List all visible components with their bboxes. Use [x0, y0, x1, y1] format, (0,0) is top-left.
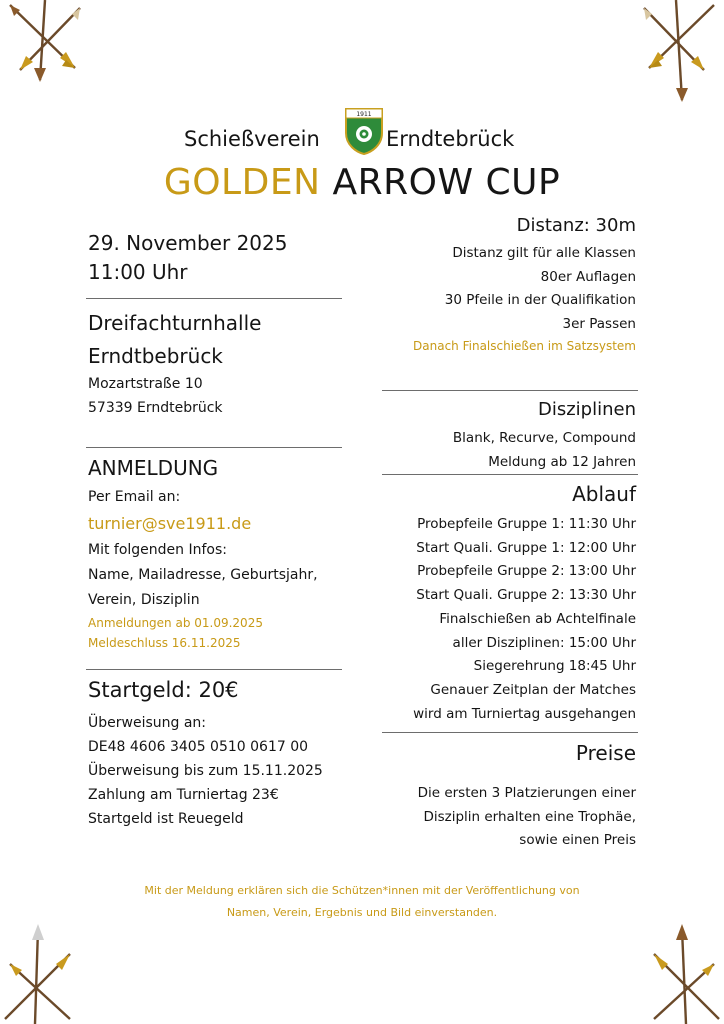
registration-info-line2: Verein, Disziplin — [88, 592, 200, 608]
schedule-line: Siegerehrung 18:45 Uhr — [473, 658, 636, 675]
distance-line: 80er Auflagen — [540, 268, 636, 285]
title-arrow-cup: ARROW CUP — [332, 162, 561, 203]
divider — [86, 447, 342, 448]
title-golden: GOLDEN — [163, 162, 321, 203]
registration-heading: ANMELDUNG — [88, 456, 219, 480]
divider — [86, 669, 342, 670]
club-crest-icon — [344, 107, 384, 155]
distance-block — [413, 242, 636, 356]
fee-iban: DE48 4606 3405 0510 0617 00 — [88, 739, 309, 755]
crossed-arrows-icon-bottom-right — [614, 914, 724, 1024]
registration-info-line1: Name, Mailadresse, Geburtsjahr, — [88, 567, 318, 583]
event-time: 11:00 Uhr — [88, 260, 188, 284]
schedule-line: Probepfeile Gruppe 2: 13:00 Uhr — [417, 563, 636, 580]
distance-line: 30 Pfeile in der Qualifikation — [444, 292, 636, 308]
divider — [86, 298, 342, 299]
venue-address — [88, 372, 223, 420]
distance-line: 3er Passen — [562, 315, 636, 332]
schedule-line: wird am Turniertag ausgehangen — [413, 705, 636, 722]
venue-block — [88, 307, 261, 373]
fee-transfer-label: Überweisung an: — [88, 715, 207, 731]
prizes-line: Disziplin erhalten eine Trophäe, — [423, 808, 636, 825]
club-name-right: Erndtebrück — [386, 127, 515, 151]
disciplines-line: Blank, Recurve, Compound — [452, 430, 636, 446]
registration-info-intro: Mit folgenden Infos: — [88, 542, 227, 558]
consent-line2: Namen, Verein, Ergebnis und Bild einverstanden. — [226, 906, 498, 919]
schedule-line: Probepfeile Gruppe 1: 11:30 Uhr — [417, 516, 636, 532]
schedule-line: Finalschießen ab Achtelfinale — [439, 610, 636, 627]
fee-forfeit: Startgeld ist Reuegeld — [88, 811, 244, 827]
distance-heading: Distanz: 30m — [516, 215, 636, 236]
divider — [382, 474, 638, 475]
registration-deadline: Meldeschluss 16.11.2025 — [88, 636, 241, 650]
disciplines-block — [453, 427, 636, 474]
divider — [382, 732, 638, 733]
crossed-arrows-icon-bottom-left — [0, 914, 110, 1024]
registration-block — [88, 485, 318, 653]
registration-via: Per Email an: — [88, 489, 181, 505]
schedule-line: Start Quali. Gruppe 1: 12:00 Uhr — [416, 539, 636, 556]
event-title — [0, 162, 724, 203]
fee-day-payment: Zahlung am Turniertag 23€ — [88, 787, 279, 803]
crest-year: 1911 — [356, 111, 372, 118]
schedule-block — [413, 513, 636, 726]
event-date: 29. November 2025 — [88, 231, 288, 255]
distance-note: Danach Finalschießen im Satzsystem — [413, 339, 636, 353]
fee-block — [88, 711, 323, 831]
schedule-line: Genauer Zeitplan der Matches — [430, 681, 636, 698]
prizes-heading: Preise — [575, 741, 636, 765]
consent-line1: Mit der Meldung erklären sich die Schützen*innen mit der Veröffentlichung von — [144, 884, 580, 897]
prizes-block — [418, 782, 636, 853]
schedule-heading: Ablauf — [572, 482, 636, 506]
distance-line: Distanz gilt für alle Klassen — [452, 245, 636, 261]
address-street: Mozartstraße 10 — [88, 376, 203, 392]
club-name-left: Schießverein — [184, 127, 320, 151]
crossed-arrows-icon-top-left — [0, 0, 110, 110]
prizes-line: Die ersten 3 Platzierungen einer — [417, 785, 636, 801]
prizes-line: sowie einen Preis — [519, 832, 636, 848]
consent-footer — [0, 880, 724, 924]
fee-heading: Startgeld: 20€ — [88, 678, 239, 702]
registration-open-from: Anmeldungen ab 01.09.2025 — [88, 616, 263, 630]
disciplines-line: Meldung ab 12 Jahren — [488, 453, 636, 470]
schedule-line: Start Quali. Gruppe 2: 13:30 Uhr — [416, 587, 636, 604]
fee-transfer-until: Überweisung bis zum 15.11.2025 — [88, 763, 323, 779]
crossed-arrows-icon-top-right — [614, 0, 724, 110]
divider — [382, 390, 638, 391]
address-city: 57339 Erndtebrück — [88, 400, 223, 416]
event-date-block — [88, 229, 287, 287]
schedule-line: aller Disziplinen: 15:00 Uhr — [452, 634, 636, 651]
venue-name-line1: Dreifachturnhalle — [88, 311, 262, 335]
registration-email-link[interactable]: turnier@sve1911.de — [88, 514, 252, 533]
venue-name-line2: Erndtbebrück — [88, 344, 223, 368]
disciplines-heading: Disziplinen — [537, 399, 636, 420]
